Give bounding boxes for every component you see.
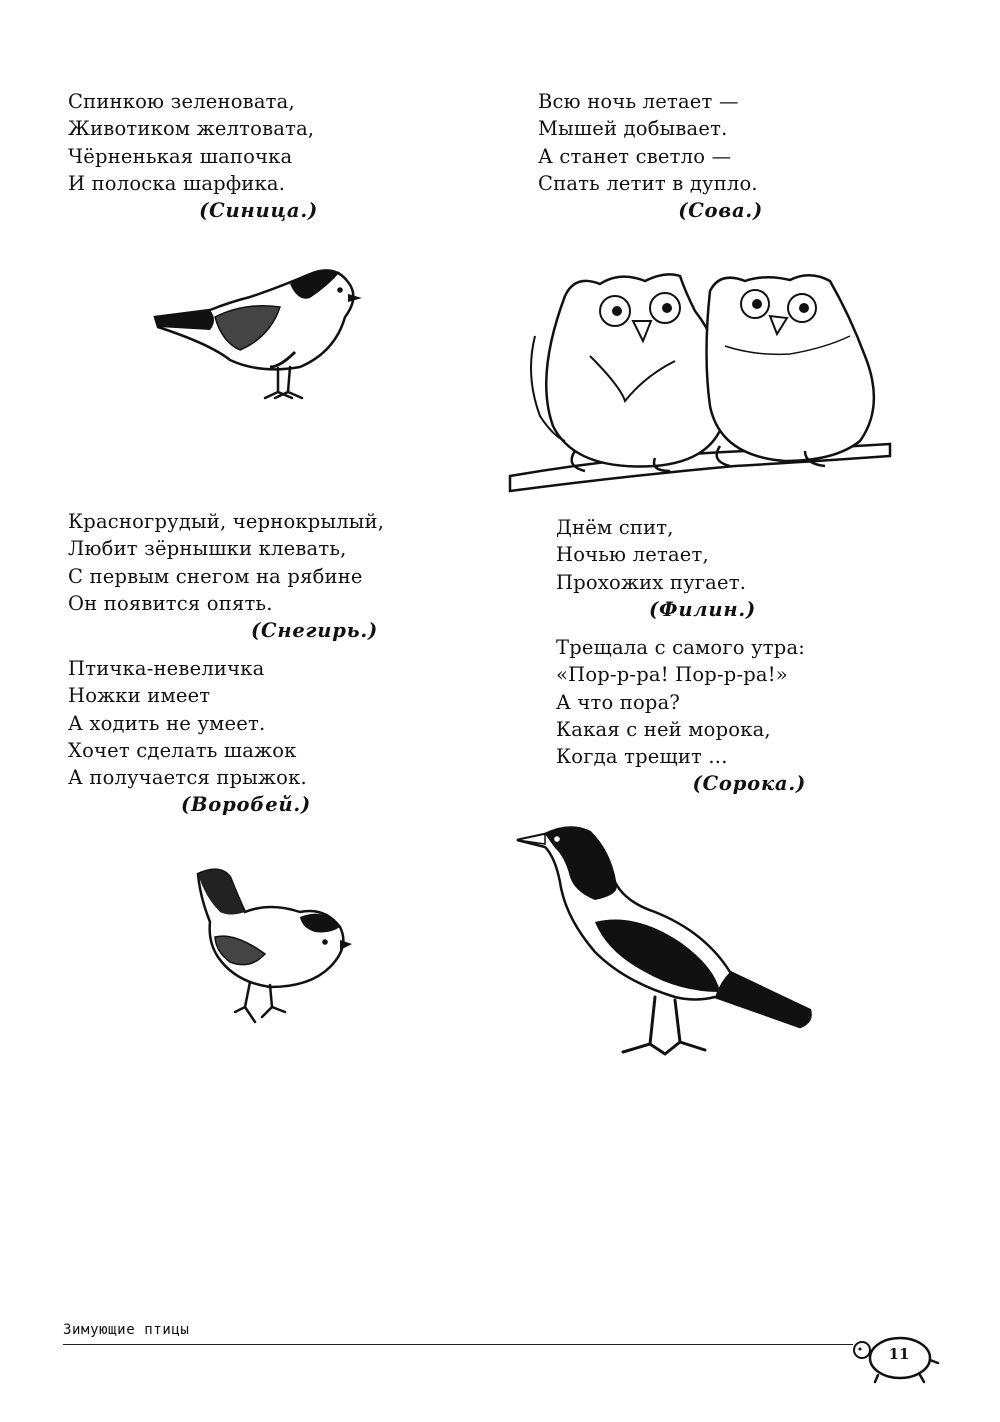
- riddle-line: Птичка-невеличка: [68, 657, 265, 680]
- riddle-line: Красногрудый, чернокрылый,: [68, 510, 385, 533]
- riddle-answer: (Снегирь.): [250, 619, 378, 643]
- sparrow-icon: [190, 862, 355, 1040]
- riddle-line: Спать летит в дупло.: [538, 171, 758, 195]
- owls-illustration: [505, 266, 895, 496]
- riddle-eagle-owl: [556, 514, 756, 623]
- riddle-line: А получается прыжок.: [68, 766, 307, 790]
- riddle-answer: (Сова.): [678, 199, 763, 223]
- riddle-line: Прохожих пугает.: [556, 570, 747, 594]
- riddle-line: Чёрненькая шапочка: [68, 144, 293, 168]
- riddle-bullfinch: [68, 508, 385, 644]
- page-number: 11: [888, 1345, 910, 1363]
- section-title: Зимующие птицы: [63, 1322, 190, 1338]
- riddle-line: Какая с ней морока,: [556, 717, 771, 741]
- riddle-line: С первым снегом на рябине: [68, 564, 363, 588]
- riddle-line: Ночью летает,: [556, 543, 709, 567]
- riddle-line: А станет светло —: [538, 144, 732, 168]
- riddle-line: Мышей добывает.: [538, 117, 728, 141]
- riddle-line: И полоска шарфика.: [68, 171, 286, 195]
- titmouse-icon: [150, 262, 365, 407]
- riddle-line: Он появится опять.: [68, 591, 273, 615]
- magpie-illustration: [515, 822, 820, 1064]
- riddle-answer: (Воробей.): [180, 793, 311, 817]
- riddle-line: Любит зёрнышки клевать,: [68, 537, 347, 561]
- riddle-answer: (Синица.): [199, 199, 318, 223]
- riddle-line: «Пор-р-ра! Пор-р-ра!»: [556, 663, 788, 687]
- riddle-answer: (Филин.): [649, 597, 756, 621]
- riddle-line: Днём спит,: [556, 516, 674, 539]
- riddle-titmouse: [68, 88, 318, 224]
- riddle-line: Трещала с самого утра:: [556, 636, 806, 659]
- two-owls-icon: [505, 266, 895, 496]
- riddle-line: А что пора?: [556, 690, 681, 714]
- riddle-owl: [538, 88, 763, 224]
- magpie-icon: [515, 822, 820, 1064]
- riddle-magpie: [556, 634, 806, 798]
- riddle-line: Когда трещит ...: [556, 745, 728, 769]
- riddle-line: Хочет сделать шажок: [68, 738, 297, 762]
- titmouse-illustration: [150, 262, 365, 407]
- riddle-line: Всю ночь летает —: [538, 90, 739, 113]
- riddle-line: Спинкою зеленовата,: [68, 90, 295, 113]
- riddle-line: Ножки имеет: [68, 684, 211, 708]
- riddle-line: А ходить не умеет.: [68, 711, 266, 735]
- riddle-answer: (Сорока.): [692, 772, 806, 796]
- riddle-line: Животиком желтовата,: [68, 117, 315, 141]
- riddle-sparrow: [68, 655, 311, 819]
- footer-divider: [63, 1344, 853, 1345]
- sparrow-illustration: [190, 862, 355, 1040]
